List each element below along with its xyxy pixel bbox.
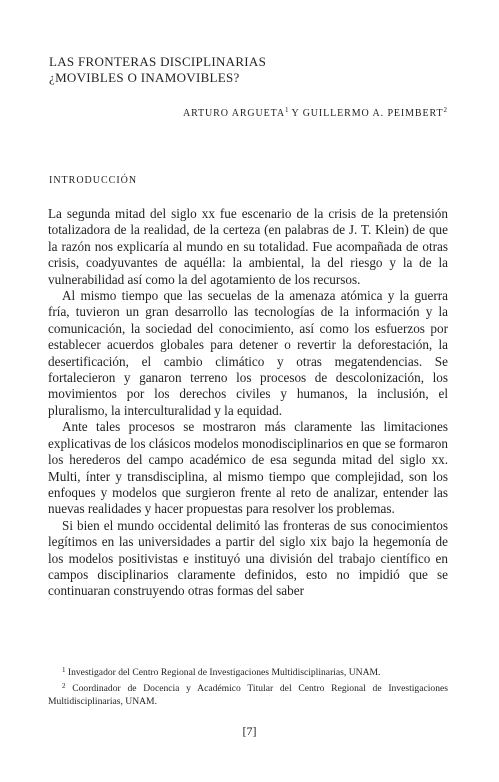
footnote-ref-2: 2 bbox=[443, 106, 447, 114]
footnote-2-mark: 2 bbox=[62, 682, 66, 690]
section-heading: INTRODUCCIÓN bbox=[49, 175, 138, 186]
footnote-2-text: Coordinador de Docencia y Académico Titular del Centro Regional de Investigaciones Multidisciplinarias, UNAM. bbox=[48, 683, 448, 707]
footnote-1-mark: 1 bbox=[62, 666, 66, 674]
paragraph-1: La segunda mitad del siglo xx fue escenario de la crisis de la pretensión totalizadora de la realidad, de la certeza (en palabras de J. T. Klein) de que la razón nos explicaría al mundo en su totalidad. Fue acompañada de otras crisis, coadyuvantes de aquélla: la ambiental, la del riesgo y la de la vulnerabilidad así como la del agotamiento de los recursos. bbox=[48, 206, 448, 287]
footnote-1 bbox=[48, 666, 448, 679]
footnotes bbox=[48, 666, 448, 711]
page-number: [7] bbox=[242, 724, 257, 738]
paragraph-3: Ante tales procesos se mostraron más claramente las limitaciones explicativas de los clásicos modelos monodisciplinarios en que se formaron los herederos del campo académico de esa segunda mitad del siglo xx. Multi, ínter y transdisciplina, al mismo tiempo que complejidad, son los enfoques y modelos que surgieron frente al reto de analizar, entender las nuevas realidades y hacer propuestas para resolver los problemas. bbox=[48, 419, 448, 517]
author-line bbox=[183, 108, 447, 119]
body-text bbox=[48, 206, 448, 600]
author-2: GUILLERMO A. PEIMBERT bbox=[302, 108, 444, 119]
paragraph-2: Al mismo tiempo que las secuelas de la amenaza atómica y la guerra fría, tuvieron un gran desarrollo las tecnologías de la información y la comunicación, la sociedad del conocimiento, así como los esfuerzos por establecer acuerdos globales para detener o revertir la deforestación, la desertificación, el cambio climático y otras megatendencias. Se fortalecieron y ganaron terreno los procesos de descolonización, los movimientos por los derechos civiles y humanos, la inclusión, el pluralismo, la interculturalidad y la equidad. bbox=[48, 288, 448, 418]
footnote-1-text: Investigador del Centro Regional de Investigaciones Multidisciplinarias, UNAM. bbox=[65, 667, 381, 678]
footnote-ref-1: 1 bbox=[285, 106, 289, 114]
footnote-2 bbox=[48, 682, 448, 708]
paragraph-4: Si bien el mundo occidental delimitó las fronteras de sus conocimientos legítimos en las universidades a partir del siglo xix bajo la hegemonía de los modelos positivistas e instituyó una división del trabajo científico en campos disciplinarios claramente definidos, esto no impidió que se continuaran construyendo otras formas del saber bbox=[48, 517, 448, 599]
author-1: ARTURO ARGUETA bbox=[182, 108, 285, 119]
author-connector: Y bbox=[288, 108, 303, 119]
chapter-title bbox=[49, 54, 449, 86]
chapter-title-line-2: ¿MOVIBLES O INAMOVIBLES? bbox=[49, 70, 240, 85]
chapter-title-line-1: LAS FRONTERAS DISCIPLINARIAS bbox=[49, 54, 267, 69]
